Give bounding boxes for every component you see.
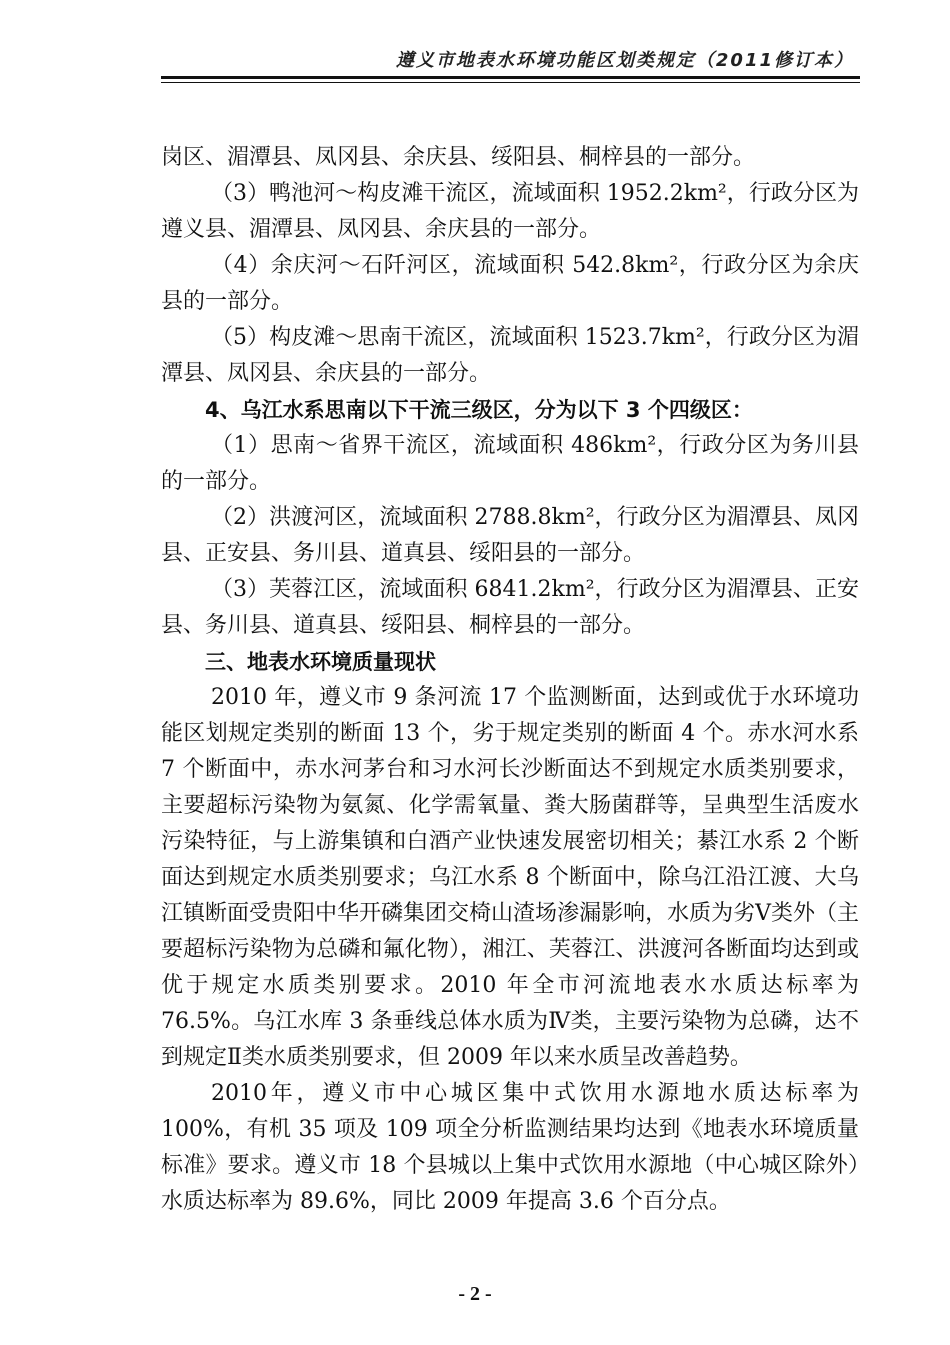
- paragraph: （1）思南～省界干流区，流域面积 486km²，行政分区为务川县的一部分。: [161, 433, 859, 494]
- paragraph: （2）洪渡河区，流域面积 2788.8km²，行政分区为湄潭县、凤冈县、正安县、务川县、道真县、绥阳县的一部分。: [161, 505, 859, 566]
- document-body: [161, 140, 859, 1220]
- paragraph: 2010年，遵义市中心城区集中式饮用水源地水质达标率为 100%，有机 35 项及 109 项全分析监测结果均达到《地表水环境质量标准》要求。遵义市 18 个县城以上集中式饮用水源地（中心城区除外）水质达标率为 89.6%，同比 2009 年提高 3.6 个百分点。: [161, 1081, 859, 1214]
- section-heading: 三、地表水环境质量现状: [205, 650, 436, 674]
- section-heading: 4、乌江水系思南以下干流三级区，分为以下 3 个四级区：: [205, 398, 753, 422]
- paragraph: （3）鸭池河～构皮滩干流区，流域面积 1952.2km²，行政分区为遵义县、湄潭县、凤冈县、余庆县的一部分。: [161, 181, 859, 242]
- paragraph: 2010 年，遵义市 9 条河流 17 个监测断面，达到或优于水环境功能区划规定类别的断面 13 个，劣于规定类别的断面 4 个。赤水河水系 7 个断面中，赤水河茅台和习水河长沙断面达不到规定水质类别要求，主要超标污染物为氨氮、化学需氧量、粪大肠菌群等，呈典型生活废水污染特征，与上游集镇和白酒产业快速发展密切相关；綦江水系 2 个断面达到规定水质类别要求；乌江水系 8 个断面中，除乌江沿江渡、大乌江镇断面受贵阳中华开磷集团交椅山渣场渗漏影响，水质为劣Ⅴ类外（主要超标污染物为总磷和氟化物），湘江、芙蓉江、洪渡河各断面均达到或优于规定水质类别要求。2010 年全市河流地表水水质达标率为 76.5%。乌江水库 3 条垂线总体水质为Ⅳ类，主要污染物为总磷，达不到规定Ⅱ类水质类别要求，但 2009 年以来水质呈改善趋势。: [161, 685, 859, 1070]
- paragraph: （3）芙蓉江区，流域面积 6841.2km²，行政分区为湄潭县、正安县、务川县、道真县、绥阳县、桐梓县的一部分。: [161, 577, 859, 638]
- paragraph: （5）构皮滩～思南干流区，流域面积 1523.7km²，行政分区为湄潭县、凤冈县、余庆县的一部分。: [161, 325, 859, 386]
- paragraph: 岗区、湄潭县、凤冈县、余庆县、绥阳县、桐梓县的一部分。: [161, 145, 756, 170]
- paragraph: （4）余庆河～石阡河区，流域面积 542.8km²，行政分区为余庆县的一部分。: [161, 253, 859, 314]
- header-rule-thin: [161, 82, 860, 83]
- page-number: - 2 -: [458, 1283, 492, 1305]
- running-header-title: 遵义市地表水环境功能区划类规定（2011修订本）: [395, 50, 854, 71]
- header-rule: [161, 76, 860, 79]
